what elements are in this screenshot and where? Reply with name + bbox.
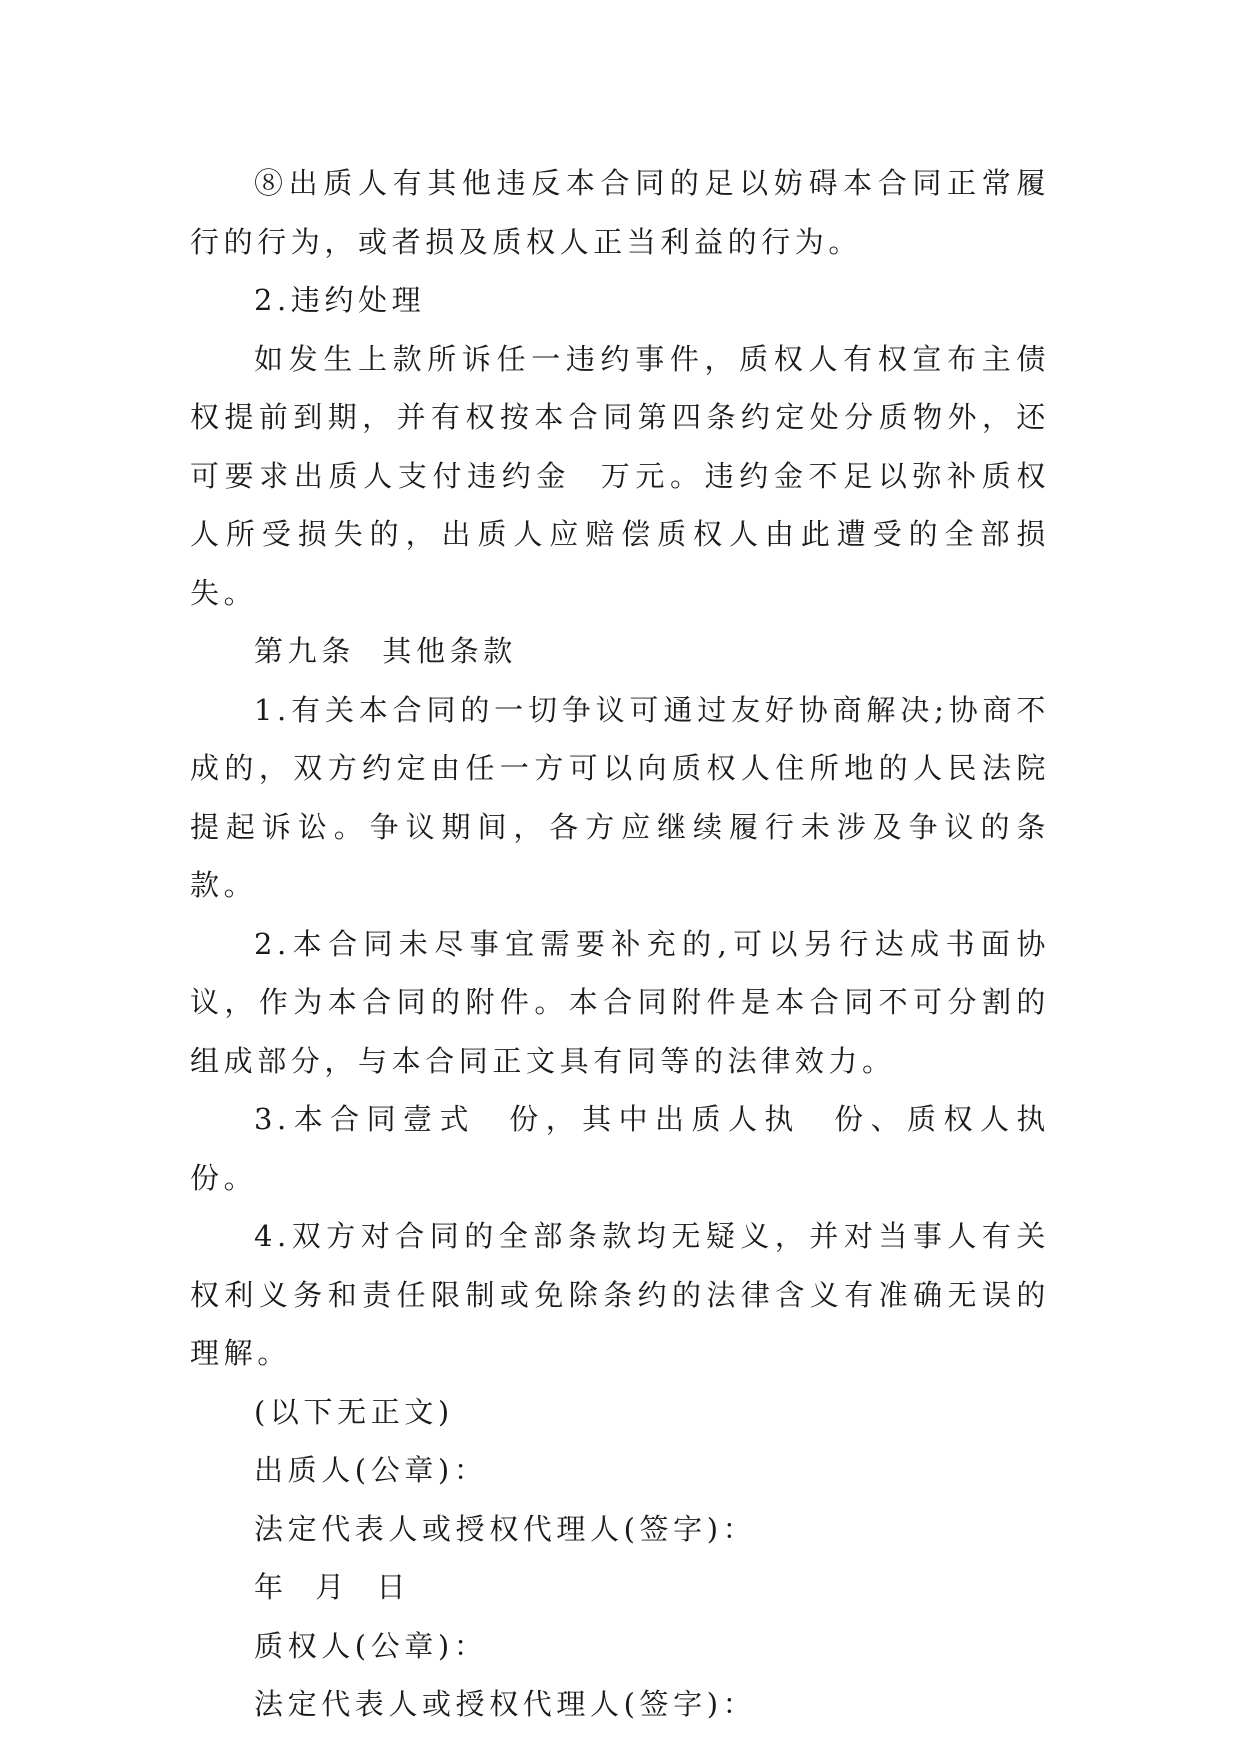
no-further-text-note: (以下无正文) [254, 1394, 454, 1429]
clause-copies: 3.本合同壹式 份，其中出质人执 份、质权人执 份。 [190, 1102, 1078, 1195]
pledgor-representative-signature-line: 法定代表人或授权代理人(签字)： [254, 1511, 757, 1546]
clause-breach-handling-text: 如发生上款所诉任一违约事件，质权人有权宣布主债权提前到期，并有权按本合同第四条约定处分质物外，还可要求出质人支付违约金 万元。违约金不足以弥补质权人所受损失的，出质人应赔偿质权人由此遭受的全部损失。 [190, 341, 1050, 610]
pledgor-seal-line: 出质人(公章)： [254, 1453, 488, 1487]
signing-date-line: 年 月 日 [254, 1570, 411, 1604]
clause-dispute-resolution: 1.有关本合同的一切争议可通过友好协商解决;协商不成的，双方约定由任一方可以向质权人住所地的人民法院提起诉讼。争议期间，各方应继续履行未涉及争议的条款。 [190, 692, 1050, 902]
article-9-heading: 第九条 其他条款 [254, 634, 517, 668]
clause-supplementary-agreement: 2.本合同未尽事宜需要补充的,可以另行达成书面协议，作为本合同的附件。本合同附件是本合同不可分割的组成部分，与本合同正文具有同等的法律效力。 [190, 926, 1050, 1078]
clause-breach-handling-heading: 2.违约处理 [254, 283, 426, 317]
clause-violation-item-8: ⑧出质人有其他违反本合同的足以妨碍本合同正常履行的行为，或者损及质权人正当利益的行为。 [190, 166, 1050, 259]
pledgee-representative-signature-line: 法定代表人或授权代理人(签字)： [254, 1687, 757, 1721]
clause-understanding: 4.双方对合同的全部条款均无疑义，并对当事人有关权利义务和责任限制或免除条约的法律含义有准确无误的理解。 [190, 1219, 1050, 1370]
pledgee-seal-line: 质权人(公章)： [254, 1628, 488, 1663]
document-body [190, 154, 1078, 1734]
